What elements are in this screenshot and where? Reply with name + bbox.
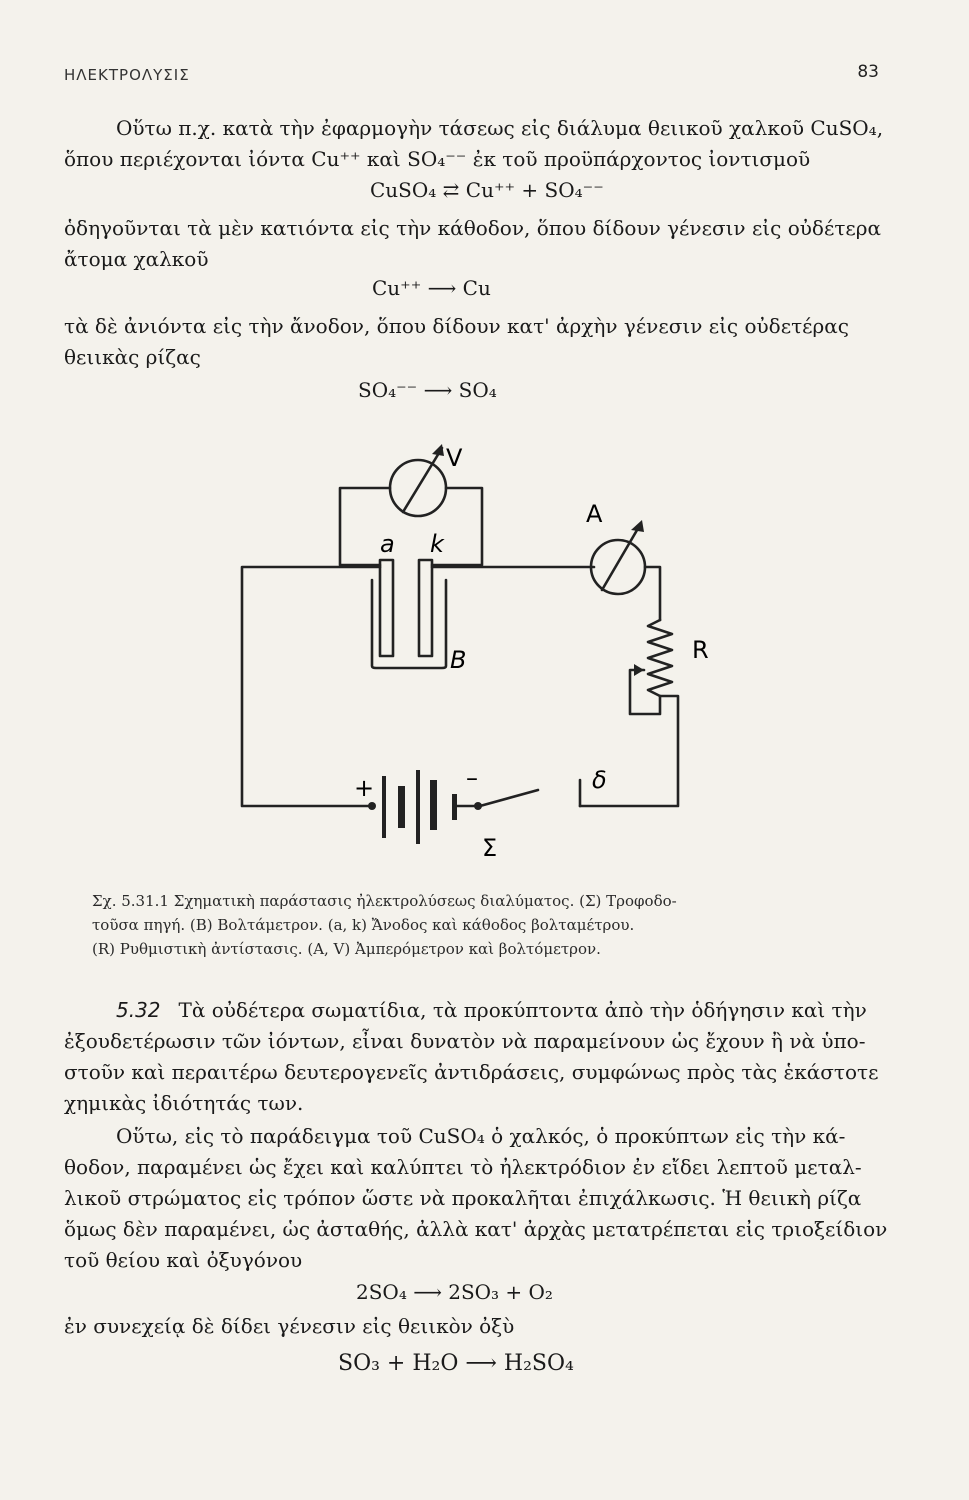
battery-plate-long xyxy=(416,770,420,844)
equation-cuso4-dissociation: CuSO₄ ⇄ Cu⁺⁺ + SO₄⁻⁻ xyxy=(370,178,604,202)
section-text: Τὰ οὐδέτερα σωματίδια, τὰ προκύπτοντα ἀπὸ τὴν ὁδήγησιν καὶ τὴν xyxy=(178,998,867,1022)
paragraph-line: ἐξουδετέρωσιν τῶν ἰόντων, εἶναι δυνατὸν νὰ παραμείνουν ὡς ἔχουν ἢ νὰ ὑπο- xyxy=(64,1029,866,1053)
wire-left-loop xyxy=(242,567,380,806)
label-rheostat: R xyxy=(692,636,709,664)
paragraph-line: θοδον, παραμένει ὡς ἔχει καὶ καλύπτει τὸ ἠλεκτρόδιον ἐν εἴδει λεπτοῦ μεταλ- xyxy=(64,1155,862,1179)
rheostat-resistor xyxy=(648,620,672,696)
label-voltmeter: V xyxy=(446,444,463,472)
section-number: 5.32 xyxy=(116,998,161,1022)
label-minus: – xyxy=(466,764,478,792)
figure-caption-line: (R) Ρυθμιστικὴ ἀντίστασις. (A, V) Ἀμπερόμετρον καὶ βολτόμετρον. xyxy=(92,940,601,958)
label-ammeter: A xyxy=(586,500,603,528)
label-cathode: k xyxy=(430,530,444,558)
running-head: ΗΛΕΚΤΡΟΛΥΣΙΣ xyxy=(64,66,190,84)
switch-blade xyxy=(480,790,538,806)
paragraph-line: θειικὰς ρίζας xyxy=(64,345,201,369)
paragraph-line: τὰ δὲ ἀνιόντα εἰς τὴν ἄνοδον, ὅπου δίδουν κατ' ἀρχὴν γένεσιν εἰς οὐδετέρας xyxy=(64,314,849,338)
paragraph-line: Οὕτω, εἰς τὸ παράδειγμα τοῦ CuSO₄ ὁ χαλκός, ὁ προκύπτων εἰς τὴν κά- xyxy=(116,1124,846,1148)
ammeter-symbol xyxy=(591,540,645,594)
equation-anode: SO₄⁻⁻ ⟶ SO₄ xyxy=(358,378,497,402)
paragraph-line: ὁδηγοῦνται τὰ μὲν κατιόντα εἰς τὴν κάθοδον, ὅπου δίδουν γένεσιν εἰς οὐδέτερα xyxy=(64,216,882,240)
battery-plate-long xyxy=(382,776,386,838)
terminal-plus-dot xyxy=(368,802,376,810)
paragraph-line: Οὕτω π.χ. κατὰ τὴν ἐφαρμογὴν τάσεως εἰς διάλυμα θειικοῦ χαλκοῦ CuSO₄, xyxy=(116,116,884,140)
wire-ammeter-to-rheostat xyxy=(645,567,660,620)
paragraph-line: λικοῦ στρώματος εἰς τρόπον ὥστε νὰ προκαλῆται ἐπιχάλκωσις. Ἡ θειικὴ ρίζα xyxy=(64,1186,862,1210)
label-plus: + xyxy=(354,774,375,802)
figure-caption-line: τοῦσα πηγή. (B) Βολτάμετρον. (a, k) Ἄνοδος καὶ κάθοδος βολταμέτρου. xyxy=(92,916,635,934)
battery-plate-short xyxy=(452,794,457,820)
figure-caption-line: Σχ. 5.31.1 Σχηματικὴ παράστασις ἠλεκτρολύσεως διαλύματος. (Σ) Τροφοδο- xyxy=(92,892,677,910)
anode-electrode xyxy=(380,560,393,656)
paragraph-line: χημικὰς ἰδιότητάς των. xyxy=(64,1091,304,1115)
electrolysis-circuit-diagram xyxy=(220,430,740,860)
label-vessel: B xyxy=(450,646,467,674)
rheostat-slider-arrow xyxy=(634,664,644,676)
page-number: 83 xyxy=(857,62,879,82)
ammeter-arrowhead xyxy=(631,520,644,532)
battery-plate-short xyxy=(430,780,437,830)
label-source: Σ xyxy=(482,834,498,860)
paragraph-line: ἐν συνεχείᾳ δὲ δίδει γένεσιν εἰς θειικὸν ὀξὺ xyxy=(64,1314,515,1338)
label-anode: a xyxy=(380,530,395,558)
paragraph-line: ὅπου περιέχονται ἰόντα Cu⁺⁺ καὶ SO₄⁻⁻ ἐκ τοῦ προϋπάρχοντος ἰοντισμοῦ xyxy=(64,147,811,171)
battery-plate-short xyxy=(398,786,405,828)
terminal-minus-dot xyxy=(474,802,482,810)
paragraph-line: ἄτομα χαλκοῦ xyxy=(64,247,209,271)
ammeter-arrow-line xyxy=(602,525,640,590)
label-switch: δ xyxy=(592,766,607,794)
equation-sulfuric-acid: SO₃ + H₂O ⟶ H₂SO₄ xyxy=(338,1351,574,1376)
paragraph-line: στοῦν καὶ περαιτέρω δευτερογενεῖς ἀντιδράσεις, συμφώνως πρὸς τὰς ἑκάστοτε xyxy=(64,1060,879,1084)
voltmeter-arrow-line xyxy=(403,448,442,512)
cathode-electrode xyxy=(419,560,432,656)
equation-so4-decomposition: 2SO₄ ⟶ 2SO₃ + O₂ xyxy=(356,1280,553,1304)
equation-cathode: Cu⁺⁺ ⟶ Cu xyxy=(372,276,491,300)
paragraph-line: τοῦ θείου καὶ ὀξυγόνου xyxy=(64,1248,303,1272)
section-heading-line xyxy=(116,996,896,1024)
paragraph-line: ὅμως δὲν παραμένει, ὡς ἀσταθής, ἀλλὰ κατ' ἀρχὰς μετατρέπεται εἰς τριοξείδιον xyxy=(64,1217,888,1241)
voltmeter-arrowhead xyxy=(432,444,444,456)
